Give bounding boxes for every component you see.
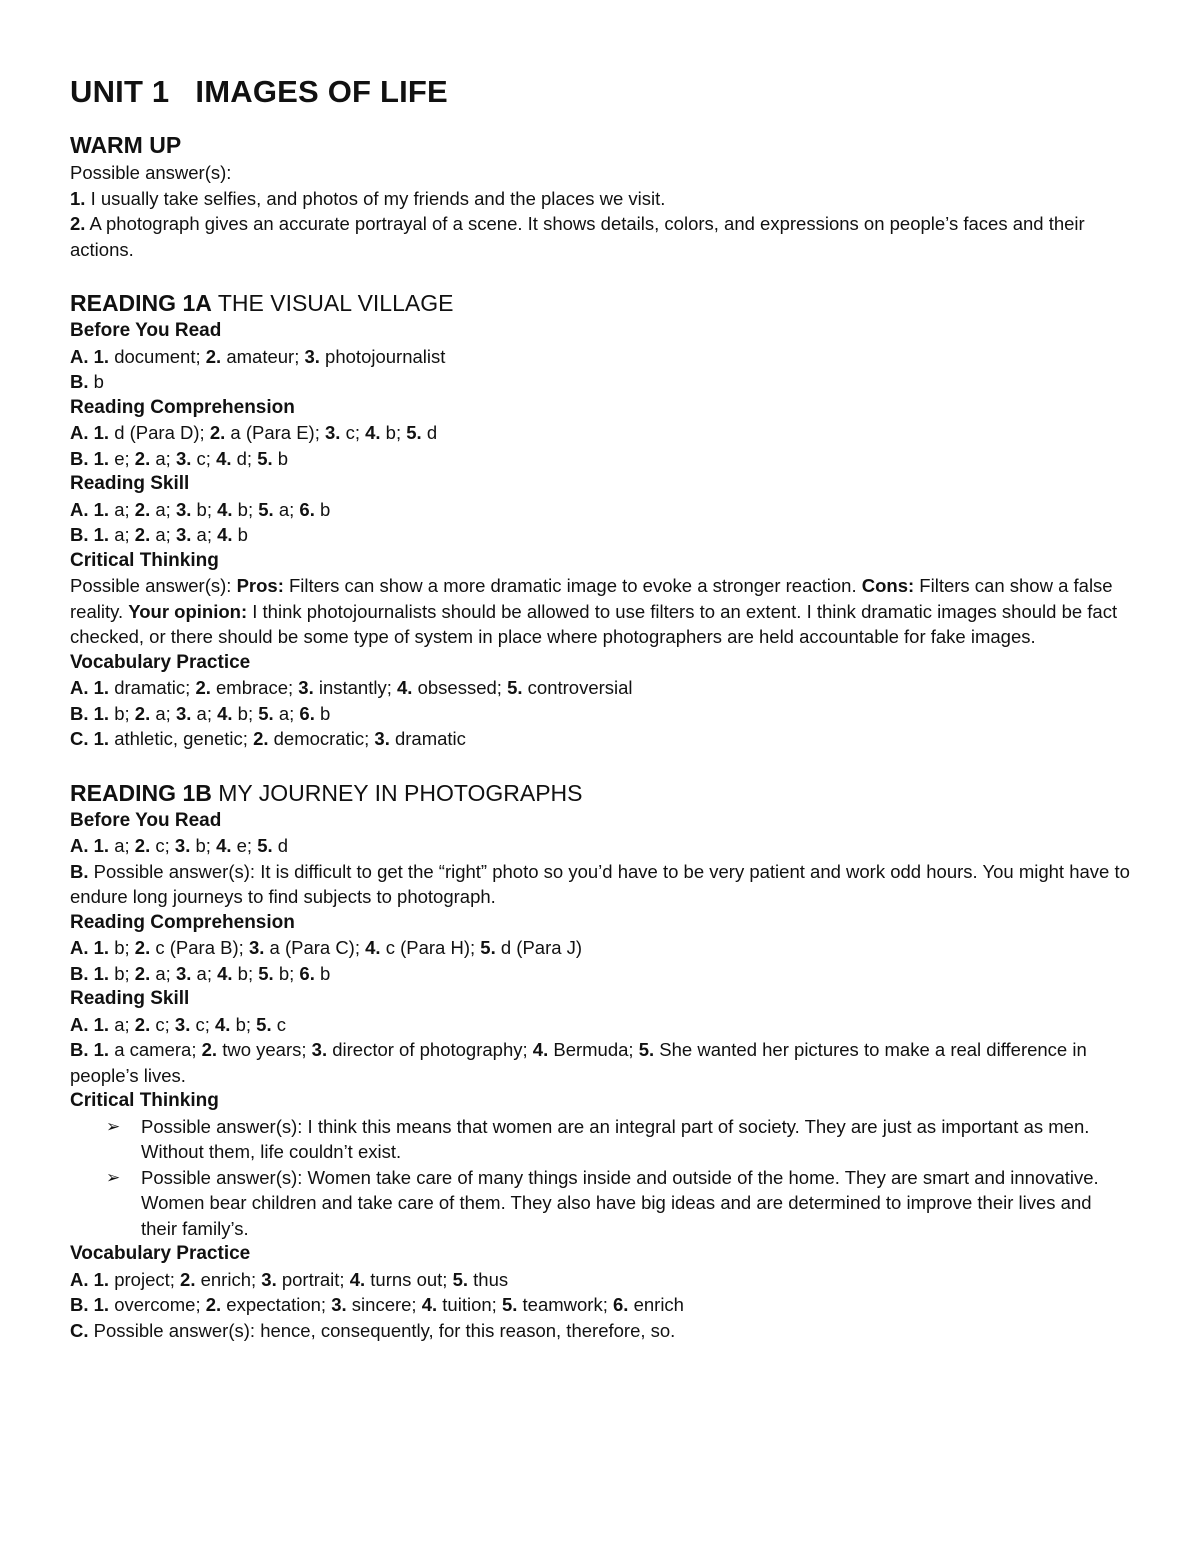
reading-1b-section [70, 778, 1130, 1344]
reading-1a-section [70, 288, 1130, 752]
r1b-before-a: A. 1. a; 2. c; 3. b; 4. e; 5. d [70, 835, 289, 856]
r1a-before-heading: Before You Read [70, 320, 222, 341]
list-item: ➢ Possible answer(s): Women take care of many things inside and outside of the home. They are smart and innovative. Women bear children and take care of them. They also have big ideas and are determined to improve their lives and their family’s. [106, 1166, 1099, 1239]
r1a-comprehension-a: A. 1. d (Para D); 2. a (Para E); 3. c; 4. b; 5. d [70, 422, 438, 443]
r1a-skill-a: A. 1. a; 2. a; 3. b; 4. b; 5. a; 6. b [70, 498, 331, 520]
r1a-critical-heading: Critical Thinking [70, 549, 219, 571]
r1a-vocab-c: C. 1. athletic, genetic; 2. democratic; 3. dramatic [70, 728, 466, 749]
r1b-vocab-heading: Vocabulary Practice [70, 1243, 251, 1264]
warmup-answer-2: 2. A photograph gives an accurate portrayal of a scene. It shows details, colors, and expressions on people’s faces and their actions. [70, 213, 1085, 260]
r1b-before-b: B. Possible answer(s): It is difficult to get the “right” photo so you’d have to be very patient and work odd hours. You might have to endure long journeys to find subjects to photograph. [70, 860, 1130, 907]
r1b-vocab-c: C. Possible answer(s): hence, consequently, for this reason, therefore, so. [70, 1319, 676, 1341]
r1a-vocab-heading: Vocabulary Practice [70, 651, 251, 673]
r1b-skill-heading: Reading Skill [70, 988, 190, 1009]
r1a-before-b: B. b [70, 371, 104, 392]
warmup-section [70, 130, 1130, 262]
unit-name: IMAGES OF LIFE [195, 74, 448, 109]
unit-title [70, 72, 1130, 112]
r1b-vocab-b: B. 1. overcome; 2. expectation; 3. sincere; 4. tuition; 5. teamwork; 6. enrich [70, 1294, 684, 1315]
r1b-comprehension-heading: Reading Comprehension [70, 911, 295, 933]
r1a-skill-b: B. 1. a; 2. a; 3. a; 4. b [70, 524, 248, 545]
reading-1a-heading: READING 1A THE VISUAL VILLAGE [70, 290, 454, 316]
reading-1b-heading: READING 1B MY JOURNEY IN PHOTOGRAPHS [70, 779, 583, 806]
warmup-intro: Possible answer(s): [70, 162, 232, 183]
arrow-bullet-icon: ➢ [106, 1116, 121, 1136]
r1b-comprehension-a: A. 1. b; 2. c (Para B); 3. a (Para C); 4. c (Para H); 5. d (Para J) [70, 937, 583, 958]
r1a-vocab-b: B. 1. b; 2. a; 3. a; 4. b; 5. a; 6. b [70, 702, 331, 724]
r1b-vocab-a: A. 1. project; 2. enrich; 3. portrait; 4. turns out; 5. thus [70, 1268, 509, 1290]
r1b-skill-b: B. 1. a camera; 2. two years; 3. director of photography; 4. Bermuda; 5. She wanted her pictures to make a real difference in people’s lives. [70, 1039, 1087, 1086]
r1a-comprehension-b: B. 1. e; 2. a; 3. c; 4. d; 5. b [70, 447, 289, 469]
unit-number: UNIT 1 [70, 74, 170, 109]
r1b-critical-list [70, 1114, 1130, 1242]
r1b-critical-heading: Critical Thinking [70, 1090, 219, 1111]
list-item: ➢ Possible answer(s): I think this means that women are an integral part of society. They are just as important as men. Without them, life couldn’t exist. [106, 1115, 1090, 1162]
r1a-critical-answer: Possible answer(s): Pros: Filters can show a more dramatic image to evoke a stronger reaction. Cons: Filters can show a false reality. Your opinion: I think photojournalists should be allowed to use filters to an extent. I think dramatic images should be fact checked, or there should be some type of system in place where photographers are held accountable for fake images. [70, 575, 1118, 647]
arrow-bullet-icon: ➢ [106, 1167, 121, 1187]
r1b-skill-a: A. 1. a; 2. c; 3. c; 4. b; 5. c [70, 1013, 286, 1035]
r1b-before-heading: Before You Read [70, 809, 222, 831]
r1a-skill-heading: Reading Skill [70, 473, 190, 494]
r1a-vocab-a: A. 1. dramatic; 2. embrace; 3. instantly; 4. obsessed; 5. controversial [70, 677, 633, 698]
r1a-comprehension-heading: Reading Comprehension [70, 396, 295, 418]
warmup-heading: WARM UP [70, 132, 182, 158]
r1b-comprehension-b: B. 1. b; 2. a; 3. a; 4. b; 5. b; 6. b [70, 962, 331, 984]
r1a-before-a: A. 1. document; 2. amateur; 3. photojournalist [70, 345, 446, 367]
warmup-answer-1: 1. I usually take selfies, and photos of my friends and the places we visit. [70, 187, 666, 209]
